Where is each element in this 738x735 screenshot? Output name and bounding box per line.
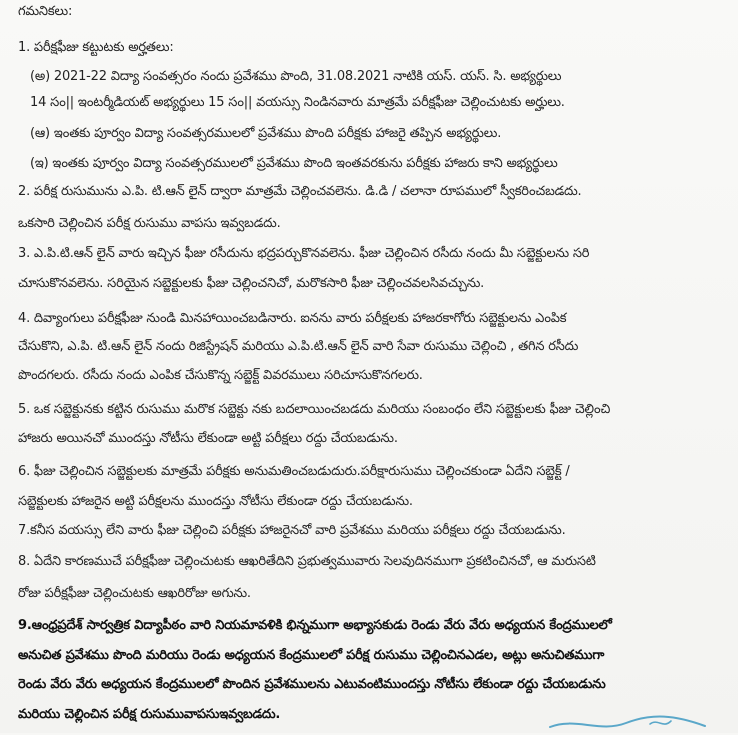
note-line-12: పొందగలరు. రసీదు నందు ఎంపిక చేసుకొన్న సబ్జెక్ట్ వివరములు సరిచూసుకొనగలరు.: [18, 368, 423, 383]
note-line-7: ఒకసారి చెల్లించిన పరీక్ష రుసుము వాపసు ఇవ్వబడదు.: [18, 216, 281, 231]
signature-ink-mark: [530, 709, 730, 735]
note-line-4: (ఆ) ఇంతకు పూర్వం విద్యా సంవత్సరములలో ప్రవేశము పొంది పరీక్షకు హాజరై తప్పిన అభ్యర్థులు.: [30, 126, 502, 141]
note-line-10: 4. దివ్యాంగులు పరీక్షఫీజు నుండి మినహాయించబడినారు. ఐనను వారు పరీక్షలకు హాజరకాగోరు సబ్జెక్టులను ఎంపిక: [18, 311, 567, 326]
note-line-18: 8. ఏదేని కారణముచే పరీక్షఫీజు చెల్లించుటకు ఆఖరితేదిని ప్రభుత్వమువారు సెలవుదినముగా ప్రకటించినచో, ఆ మరుసటి: [18, 554, 596, 569]
note-line-21: అనుచిత ప్రవేశము పొంది మరియు రెండు అధ్యయన కేంద్రములలో పరీక్ష రుసుము చెల్లించినఎడల, అట్లు అనుచితముగా: [18, 648, 605, 663]
note-line-2: (అ) 2021-22 విద్యా సంవత్సరం నందు ప్రవేశము పొంది, 31.08.2021 నాటికి యస్. యస్. సి. అభ్యర్థులు: [30, 69, 562, 84]
note-line-14: హాజరు అయినచో ముందస్తు నోటీసు లేకుండా అట్టి పరీక్షలు రద్దు చేయబడును.: [18, 431, 398, 446]
note-line-3: 14 సం|| ఇంటర్మీడియట్ అభ్యర్థులు 15 సం|| వయస్సు నిండినవారు మాత్రమే పరీక్షఫీజు చెల్లించుటకు అర్హులు.: [30, 95, 565, 110]
note-line-5: (ఇ) ఇంతకు పూర్వం విద్యా సంవత్సరములలో ప్రవేశము పొంది ఇంతవరకును పరీక్షకు హాజరు కాని అభ్యర్థులు: [30, 156, 558, 171]
page-heading: గమనికలు:: [18, 4, 73, 19]
note-line-23: మరియు చెల్లించిన పరీక్ష రుసుమువాపసుఇవ్వబడదు.: [18, 707, 281, 722]
note-line-16: సబ్జెక్టులకు హాజరైన అట్టి పరీక్షలను ముందస్తు నోటీసు లేకుండా రద్దు చేయబడును.: [18, 494, 413, 509]
note-line-15: 6. ఫీజు చెల్లించిన సబ్జెక్టులకు మాత్రమే పరీక్షకు అనుమతించబడుదురు.పరీక్షారుసుము చెల్లించకుండా ఏదేని సబ్జెక్ట్ /: [18, 464, 570, 479]
note-line-9: చూసుకొనవలెను. సరియైన సబ్జెక్టులకు ఫీజు చెల్లించనిచో, మరొకసారి ఫీజు చెల్లించవలసివచ్చును.: [18, 276, 485, 291]
note-line-1: 1. పరీక్షఫీజు కట్టుటకు అర్హతలు:: [18, 40, 174, 55]
note-line-6: 2. పరీక్ష రుసుమును ఎ.పి. టి.ఆన్ లైన్ ద్వారా మాత్రమే చెల్లించవలెను. డి.డి / చలానా రూపములో స్వీకరించబడదు.: [18, 184, 582, 199]
note-line-17: 7.కనీస వయస్సు లేని వారు ఫీజు చెల్లించి పరీక్షకు హాజరైనచో వారి ప్రవేశము మరియు పరీక్షలు రద్దు చేయబడును.: [18, 523, 566, 538]
note-line-20: 9.ఆంధ్రప్రదేశ్ సార్వత్రిక విద్యాపీఠం వారి నియమావళికి భిన్నముగా అభ్యాసకుడు రెండు వేరు వేరు అధ్యయన కేంద్రములలో: [18, 618, 612, 633]
note-line-8: 3. ఎ.పి.టి.ఆన్ లైన్ వారు ఇచ్చిన ఫీజు రసీదును భద్రపర్చుకొనవలెను. ఫీజు చెల్లించిన రసీదు నందు మీ సబ్జెక్టులను సరి: [18, 246, 590, 261]
note-line-11: చేసుకొని, ఎ.పి. టి.ఆన్ లైన్ నందు రిజిస్ట్రేషన్ మరియు ఎ.పి.టి.ఆన్ లైన్ వారి సేవా రుసుము చెల్లించి , తగిన రసీదు: [18, 339, 579, 354]
note-line-22: రెండు వేరు వేరు అధ్యయన కేంద్రములలో పొందిన ప్రవేశములను ఎటువంటిముందస్తు నోటీసు లేకుండా రద్దు చేయబడును: [18, 677, 606, 692]
note-line-13: 5. ఒక సబ్జెక్టునకు కట్టిన రుసుము మరొక సబ్జెక్టు నకు బదలాయించబడదు మరియు సంబంధం లేని సబ్జెక్టులకు ఫీజు చెల్లించి: [18, 402, 611, 417]
note-line-19: రోజు పరీక్షఫీజు చెల్లించుటకు ఆఖరిరోజు అగును.: [18, 586, 251, 601]
